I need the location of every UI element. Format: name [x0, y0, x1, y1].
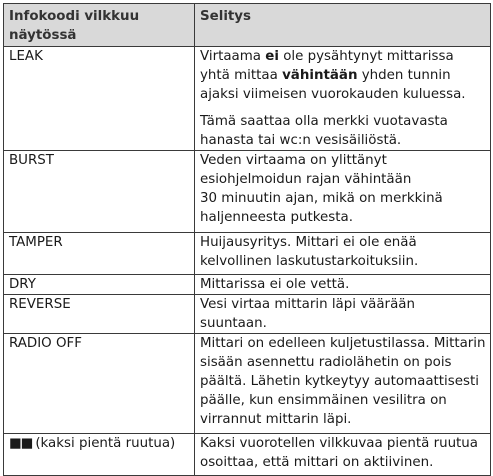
code-two-squares	[4, 434, 195, 476]
explanation-dry: Mittarissa ei ole vettä.	[195, 275, 491, 295]
table-row	[4, 47, 491, 151]
info-code-table	[3, 3, 491, 476]
code-burst: BURST	[4, 151, 195, 233]
text-run: Virtaama	[200, 49, 266, 64]
text-run: ole pysähtynyt mittarissa yhtä mittaa	[200, 49, 454, 83]
table-row	[4, 434, 491, 476]
table-row	[4, 334, 491, 434]
code-two-squares-label: (kaksi pientä ruutua)	[35, 436, 176, 451]
explanation-burst-p1: Veden virtaama on ylittänyt esiohjelmoidun rajan vähintään	[200, 153, 412, 187]
text-run: yhden tunnin ajaksi viimeisen vuorokauden kuluessa.	[200, 68, 466, 102]
code-tamper: TAMPER	[4, 233, 195, 275]
table-header-row	[4, 4, 491, 47]
explanation-tamper: Huijausyritys. Mittari ei ole enää kelvollinen laskutustarkoituksiin.	[195, 233, 491, 275]
header-info-code-line2: näytössä	[9, 28, 77, 43]
emphasis-vahintaan: vähintään	[282, 68, 358, 83]
explanation-leak-p1	[200, 47, 486, 104]
code-radio-off: RADIO OFF	[4, 334, 195, 434]
explanation-leak-p2: Tämä saattaa olla merkki vuotavasta hanasta tai wc:n vesisäiliöstä.	[200, 114, 448, 148]
table-row	[4, 233, 491, 275]
code-dry: DRY	[4, 275, 195, 295]
code-leak: LEAK	[4, 47, 195, 151]
two-squares-icon: ■■	[9, 436, 33, 451]
explanation-radio-off: Mittari on edelleen kuljetustilassa. Mittarin sisään asennettu radiolähetin on pois päältä. Lähetin kytkeytyy automaattisesti päälle, kun ensimmäinen vesilitra on virrannut mittarin läpi.	[195, 334, 491, 434]
table-row	[4, 275, 491, 295]
explanation-leak	[195, 47, 491, 151]
header-info-code	[4, 4, 195, 47]
explanation-two-squares: Kaksi vuorotellen vilkkuvaa pientä ruutua osoittaa, että mittari on aktiivinen.	[195, 434, 491, 476]
emphasis-ei: ei	[265, 49, 279, 64]
explanation-burst-p2: 30 minuutin ajan, mikä on merkkinä haljenneesta putkesta.	[200, 191, 443, 225]
info-code-table-wrapper	[3, 3, 491, 476]
code-reverse: REVERSE	[4, 295, 195, 334]
header-explanation: Selitys	[195, 4, 491, 47]
explanation-reverse: Vesi virtaa mittarin läpi väärään suuntaan.	[195, 295, 491, 334]
table-row	[4, 295, 491, 334]
table-row	[4, 151, 491, 233]
explanation-burst	[195, 151, 491, 233]
header-info-code-line1: Infokoodi vilkkuu	[9, 9, 140, 24]
